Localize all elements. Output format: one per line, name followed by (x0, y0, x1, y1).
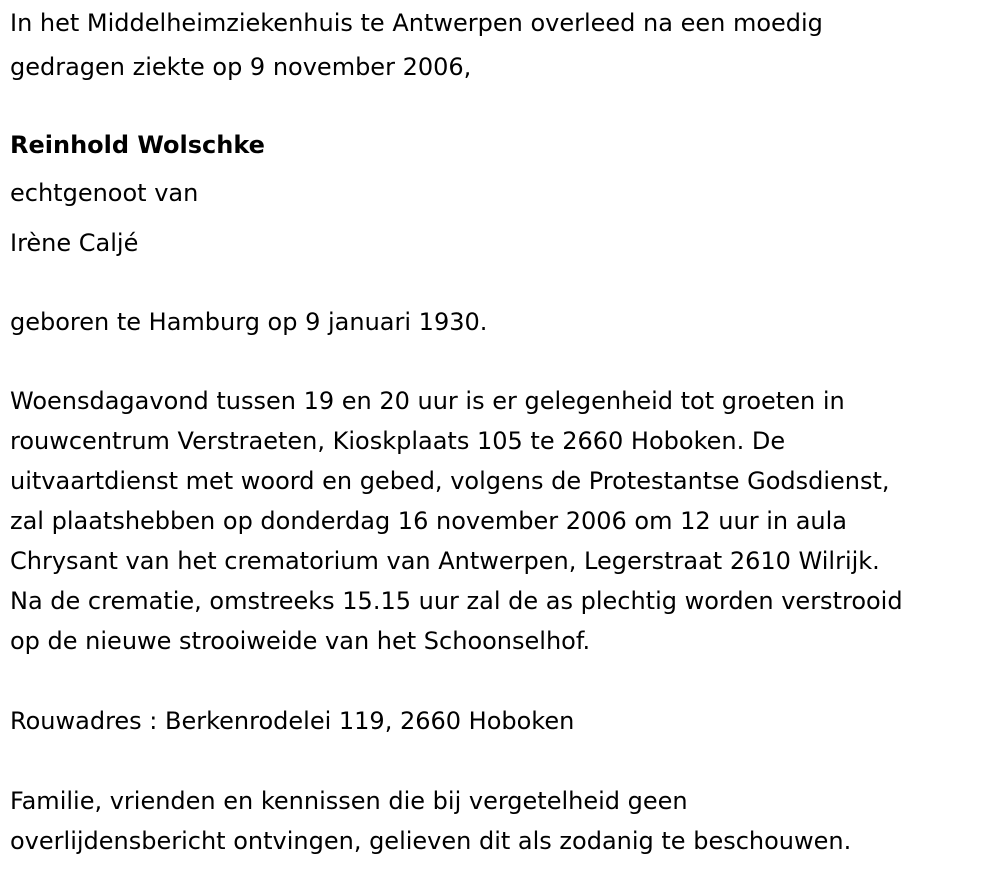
relation-text: echtgenoot van (10, 179, 199, 207)
ceremony-line-6: Na de crematie, omstreeks 15.15 uur zal de as plechtig worden verstrooid (10, 587, 903, 615)
mourning-address: Rouwadres : Berkenrodelei 119, 2660 Hoboken (10, 707, 575, 735)
ceremony-line-5: Chrysant van het crematorium van Antwerpen, Legerstraat 2610 Wilrijk. (10, 547, 880, 575)
ceremony-line-3: uitvaartdienst met woord en gebed, volgens de Protestantse Godsdienst, (10, 467, 890, 495)
ceremony-line-7: op de nieuwe strooiweide van het Schoonselhof. (10, 627, 591, 655)
intro-line-2: gedragen ziekte op 9 november 2006, (10, 53, 472, 81)
ceremony-line-4: zal plaatshebben op donderdag 16 november 2006 om 12 uur in aula (10, 507, 847, 535)
ceremony-line-2: rouwcentrum Verstraeten, Kioskplaats 105 te 2660 Hoboken. De (10, 427, 786, 455)
ceremony-line-1: Woensdagavond tussen 19 en 20 uur is er gelegenheid tot groeten in (10, 387, 845, 415)
deceased-name: Reinhold Wolschke (10, 131, 265, 159)
spouse-name: Irène Caljé (10, 229, 139, 257)
closing-line-1: Familie, vrienden en kennissen die bij vergetelheid geen (10, 787, 688, 815)
closing-line-2: overlijdensbericht ontvingen, gelieven dit als zodanig te beschouwen. (10, 827, 852, 855)
birth-info: geboren te Hamburg op 9 januari 1930. (10, 308, 488, 336)
intro-line-1: In het Middelheimziekenhuis te Antwerpen overleed na een moedig (10, 9, 823, 37)
